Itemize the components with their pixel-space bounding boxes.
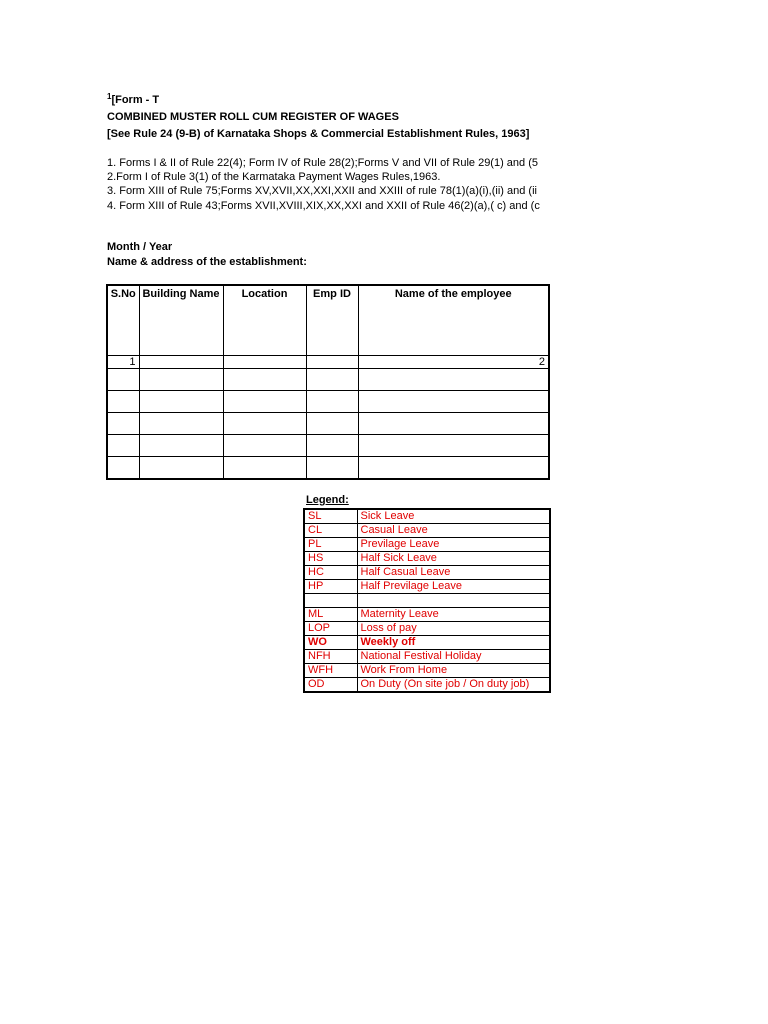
legend-label: Casual Leave [357, 524, 550, 538]
column-number-cell [306, 356, 358, 369]
column-header-building: Building Name [139, 285, 223, 356]
document-title: COMBINED MUSTER ROLL CUM REGISTER OF WAGES [107, 111, 399, 123]
legend-code: ML [304, 608, 357, 622]
legend-code: WO [304, 636, 357, 650]
legend-row [304, 650, 550, 664]
table-cell[interactable] [306, 369, 358, 391]
legend-row [304, 608, 550, 622]
legend-row [304, 664, 550, 678]
reference-line-4: 4. Form XIII of Rule 43;Forms XVII,XVIII,XIX,XX,XXI and XXII of Rule 46(2)(a),( c) and (c [107, 200, 540, 212]
column-number-row [107, 356, 549, 369]
legend-row [304, 538, 550, 552]
legend-code: OD [304, 678, 357, 693]
table-cell[interactable] [139, 457, 223, 480]
legend-row [304, 678, 550, 693]
table-cell[interactable] [107, 391, 139, 413]
legend-code: NFH [304, 650, 357, 664]
establishment-label: Name & address of the establishment: [107, 256, 307, 268]
table-cell[interactable] [139, 369, 223, 391]
legend-row [304, 524, 550, 538]
legend-label: Half Casual Leave [357, 566, 550, 580]
legend-code: LOP [304, 622, 357, 636]
table-cell[interactable] [107, 435, 139, 457]
legend-label: Half Previlage Leave [357, 580, 550, 594]
legend-row-empty [304, 594, 550, 608]
column-number-cell [139, 356, 223, 369]
table-cell[interactable] [306, 391, 358, 413]
column-header-employee-name: Name of the employee [358, 285, 549, 356]
legend-label: National Festival Holiday [357, 650, 550, 664]
form-label [107, 92, 159, 106]
table-cell[interactable] [358, 457, 549, 480]
legend-table [303, 508, 551, 693]
table-row [107, 435, 549, 457]
legend-code [304, 594, 357, 608]
table-cell[interactable] [306, 435, 358, 457]
legend-label: Weekly off [357, 636, 550, 650]
table-row [107, 391, 549, 413]
legend-code: SL [304, 509, 357, 524]
legend-code: HC [304, 566, 357, 580]
legend-label: Loss of pay [357, 622, 550, 636]
column-header-location: Location [223, 285, 306, 356]
reference-line-2: 2.Form I of Rule 3(1) of the Karmataka Payment Wages Rules,1963. [107, 171, 441, 183]
column-number-1: 1 [107, 356, 139, 369]
table-row [107, 457, 549, 480]
legend-code: HS [304, 552, 357, 566]
legend-row [304, 509, 550, 524]
reference-line-3: 3. Form XIII of Rule 75;Forms XV,XVII,XX,XXI,XXII and XXIII of rule 78(1)(a)(i),(ii) and (ii [107, 185, 537, 197]
legend-code: PL [304, 538, 357, 552]
table-cell[interactable] [223, 413, 306, 435]
column-header-sno: S.No [107, 285, 139, 356]
legend-row [304, 580, 550, 594]
legend-code: CL [304, 524, 357, 538]
column-number-cell [223, 356, 306, 369]
legend-code: HP [304, 580, 357, 594]
table-cell[interactable] [139, 435, 223, 457]
legend-label: Previlage Leave [357, 538, 550, 552]
document-subtitle: [See Rule 24 (9-B) of Karnataka Shops & Commercial Establishment Rules, 1963] [107, 128, 530, 140]
legend-label: Maternity Leave [357, 608, 550, 622]
table-cell[interactable] [139, 391, 223, 413]
legend-label [357, 594, 550, 608]
table-cell[interactable] [139, 413, 223, 435]
column-number-2: 2 [358, 356, 549, 369]
table-cell[interactable] [223, 369, 306, 391]
table-cell[interactable] [223, 391, 306, 413]
table-cell[interactable] [223, 435, 306, 457]
table-cell[interactable] [107, 369, 139, 391]
legend-row [304, 552, 550, 566]
muster-roll-table [106, 284, 550, 480]
footnote-mark: 1 [107, 92, 112, 101]
table-cell[interactable] [107, 413, 139, 435]
table-cell[interactable] [306, 413, 358, 435]
legend-row [304, 566, 550, 580]
column-header-emp-id: Emp ID [306, 285, 358, 356]
legend-label: Work From Home [357, 664, 550, 678]
legend-label: Sick Leave [357, 509, 550, 524]
table-row [107, 369, 549, 391]
legend-title: Legend: [306, 494, 349, 506]
table-row [107, 413, 549, 435]
legend-row [304, 636, 550, 650]
reference-line-1: 1. Forms I & II of Rule 22(4); Form IV of Rule 28(2);Forms V and VII of Rule 29(1) and (5 [107, 157, 538, 169]
table-cell[interactable] [107, 457, 139, 480]
table-cell[interactable] [358, 391, 549, 413]
table-cell[interactable] [306, 457, 358, 480]
table-cell[interactable] [223, 457, 306, 480]
legend-label: Half Sick Leave [357, 552, 550, 566]
table-cell[interactable] [358, 413, 549, 435]
table-cell[interactable] [358, 369, 549, 391]
table-header-row [107, 285, 549, 356]
form-label-text: [Form - T [111, 94, 160, 106]
month-year-label: Month / Year [107, 241, 173, 253]
table-cell[interactable] [358, 435, 549, 457]
legend-row [304, 622, 550, 636]
legend-label: On Duty (On site job / On duty job) [357, 678, 550, 693]
legend-code: WFH [304, 664, 357, 678]
